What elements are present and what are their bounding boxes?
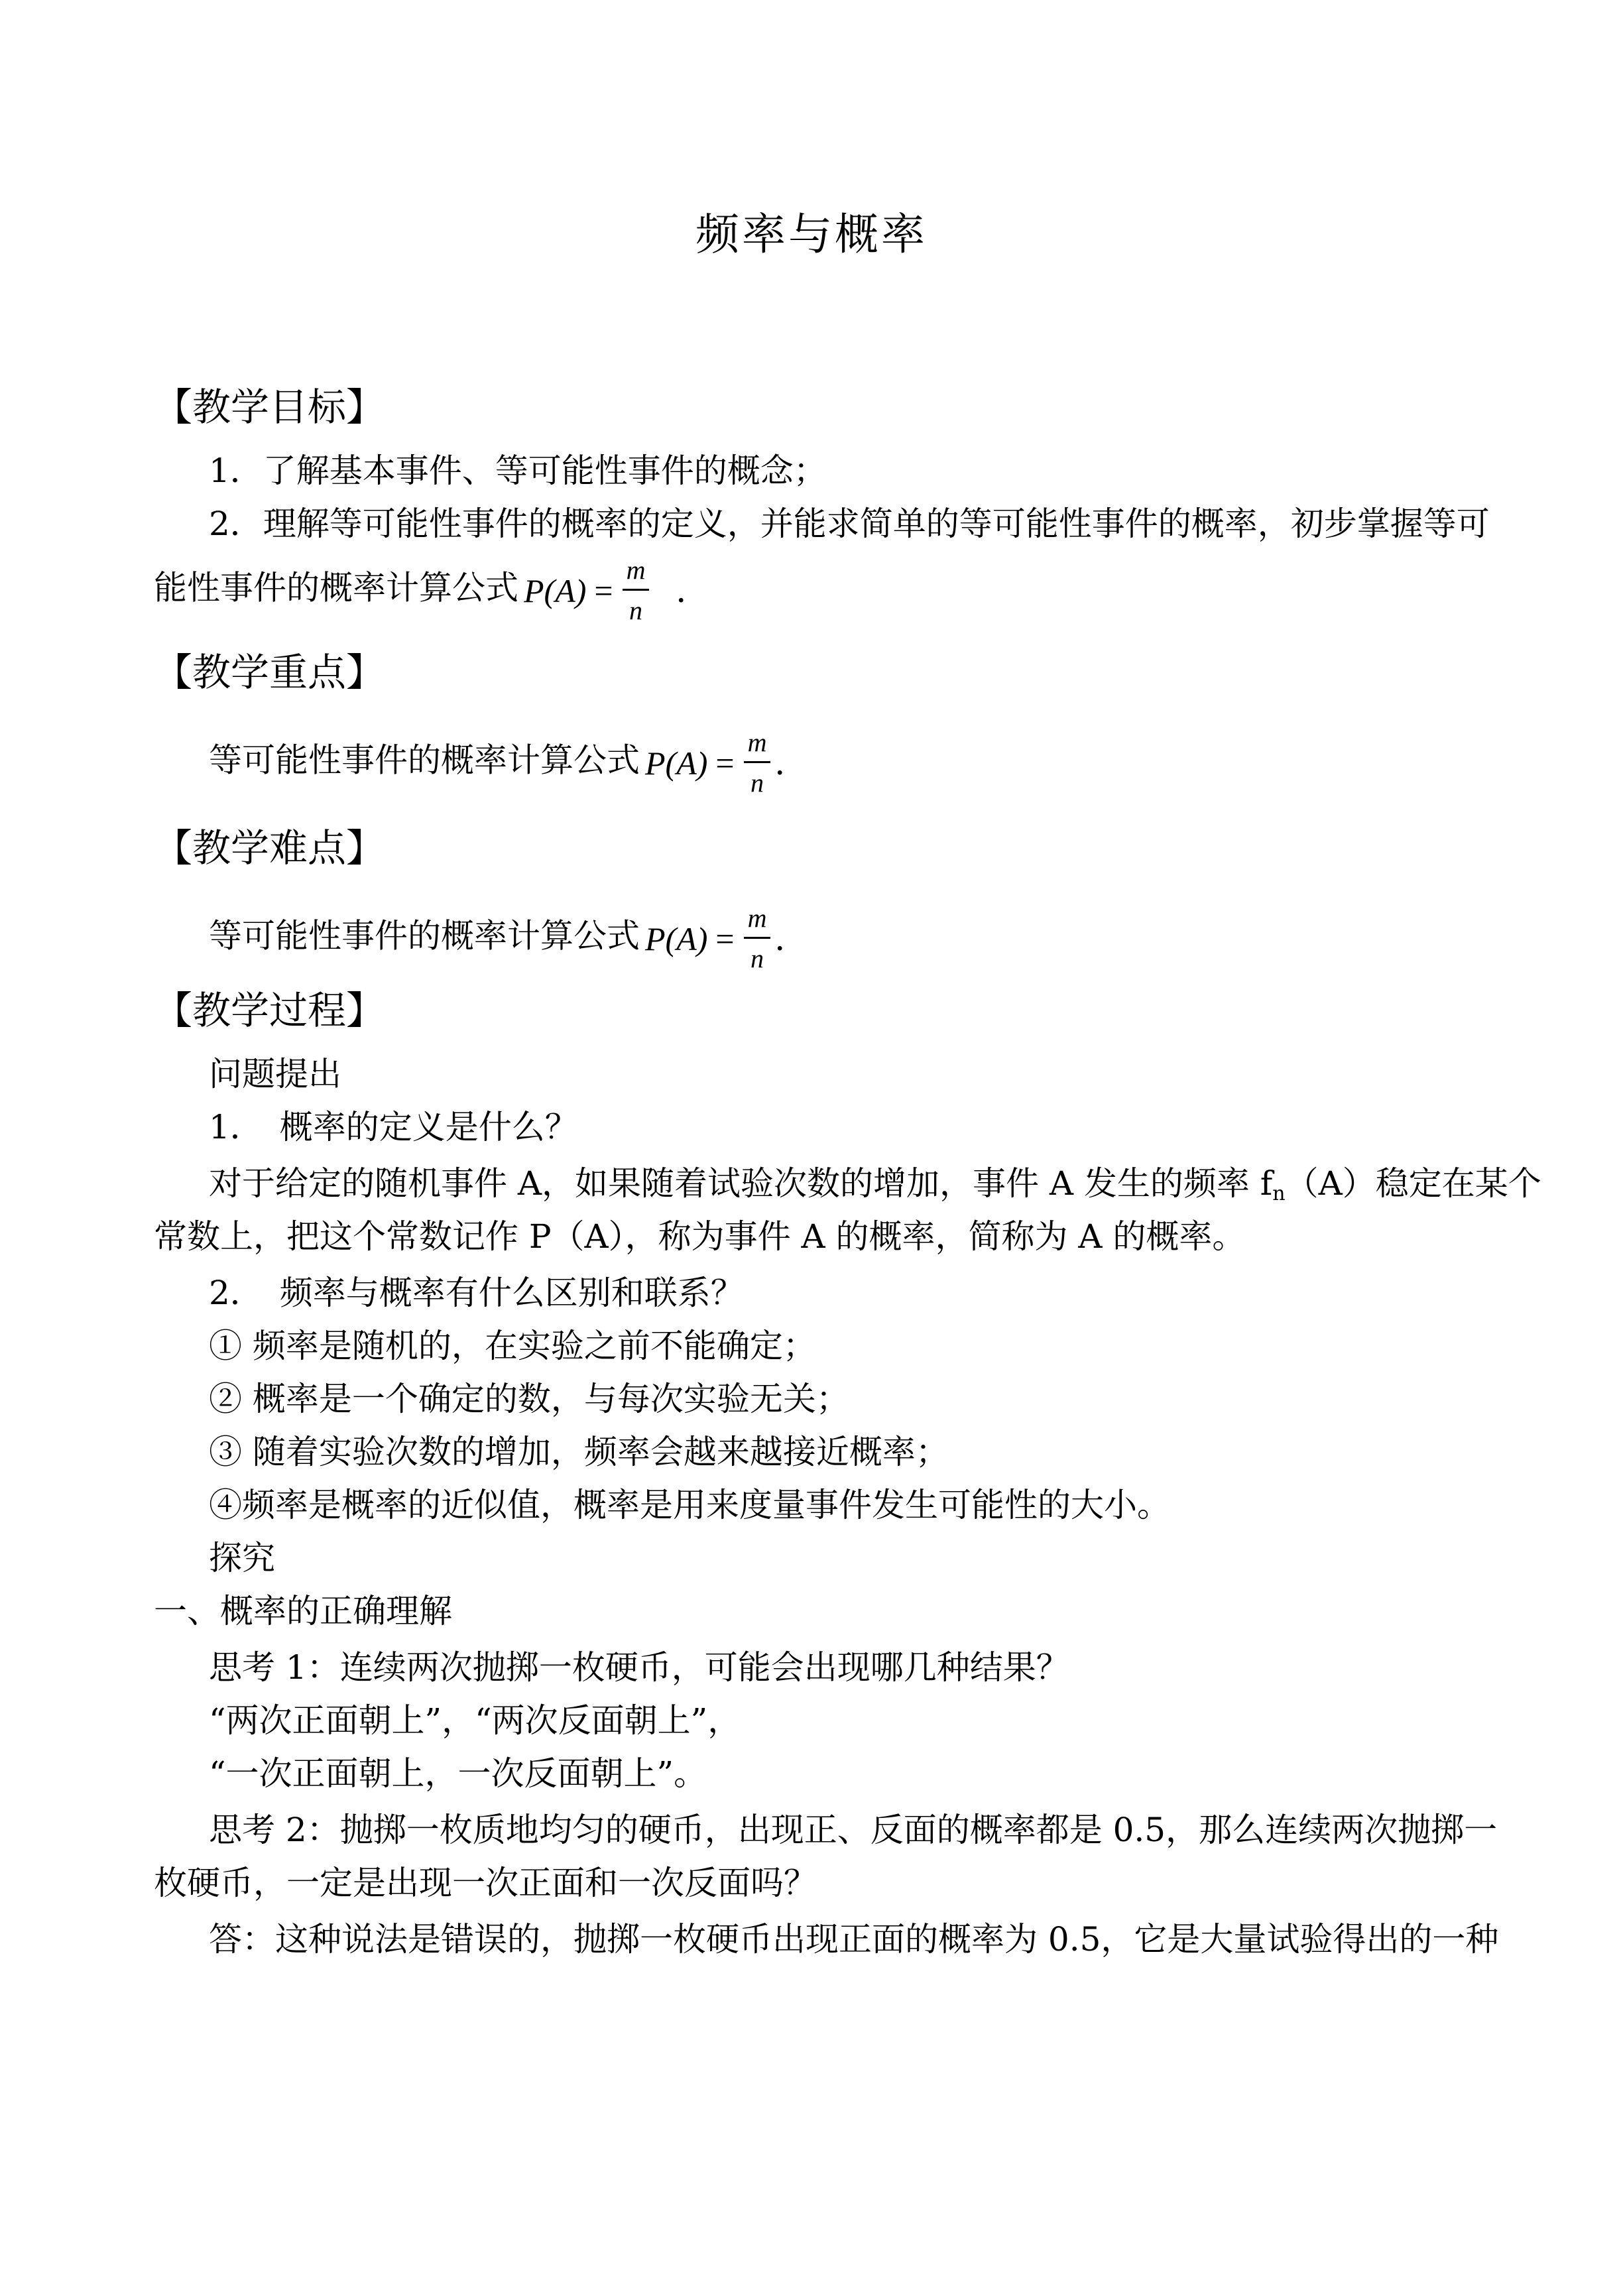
definition-line-2: 常数上，把这个常数记作 P（A），称为事件 A 的概率，简称为 A 的概率。 xyxy=(154,1217,1246,1256)
difficulties-text: 等可能性事件的概率计算公式 xyxy=(209,916,640,955)
question-1: 1． 概率的定义是什么？ xyxy=(209,1108,578,1146)
explore-label: 探究 xyxy=(209,1539,275,1577)
part-1-heading: 一、概率的正确理解 xyxy=(154,1592,452,1630)
difference-point-1: ① 频率是随机的，在实验之前不能确定； xyxy=(209,1327,816,1365)
definition-line-1 xyxy=(209,1164,1541,1206)
formula-lhs: P(A) xyxy=(645,744,708,782)
formula-lhs: P(A) xyxy=(645,920,708,957)
formula-fraction xyxy=(623,557,650,624)
probability-formula xyxy=(645,729,808,796)
think-1: 思考 1：连续两次抛掷一枚硬币，可能会出现哪几种结果？ xyxy=(209,1648,1069,1687)
objective-item-2-line-2 xyxy=(154,557,709,624)
page-title: 频率与概率 xyxy=(695,209,928,260)
formula-numerator: m xyxy=(744,729,771,763)
formula-fraction xyxy=(744,729,771,796)
difficulties-line xyxy=(209,905,808,972)
formula-fraction xyxy=(744,905,771,972)
answer-1-line-1: “两次正面朝上”，“两次反面朝上”， xyxy=(209,1701,741,1740)
section-heading-key-points: 【教学重点】 xyxy=(154,650,385,695)
probability-formula xyxy=(524,557,709,624)
answer-2-line-1: 答：这种说法是错误的，抛掷一枚硬币出现正面的概率为 0.5，它是大量试验得出的一种 xyxy=(209,1920,1499,1959)
formula-equals: = xyxy=(715,744,735,782)
formula-equals: = xyxy=(715,920,735,957)
answer-1-line-2: “一次正面朝上，一次反面朝上”。 xyxy=(209,1754,707,1793)
formula-period: ． xyxy=(774,744,808,782)
probability-formula xyxy=(645,905,808,972)
formula-denominator: n xyxy=(751,943,764,973)
formula-period: ． xyxy=(676,572,709,609)
definition-line-1-start: 对于给定的随机事件 A，如果随着试验次数的增加，事件 A 发生的频率 f xyxy=(209,1164,1273,1203)
objective-item-1: 1．了解基本事件、等可能性事件的概念； xyxy=(209,452,827,490)
objective-item-2-line-1: 2．理解等可能性事件的概率的定义，并能求简单的等可能性事件的概率，初步掌握等可 xyxy=(209,505,1490,543)
frequency-subscript: n xyxy=(1272,1182,1286,1205)
formula-lhs: P(A) xyxy=(524,572,587,609)
difference-point-4: ④频率是概率的近似值，概率是用来度量事件发生可能性的大小。 xyxy=(209,1486,1170,1524)
formula-equals: = xyxy=(594,572,613,609)
formula-denominator: n xyxy=(629,595,643,625)
think-2-line-1: 思考 2：抛掷一枚质地均匀的硬币，出现正、反面的概率都是 0.5，那么连续两次抛掷一 xyxy=(209,1811,1498,1849)
formula-denominator: n xyxy=(751,768,764,798)
think-2-line-2: 枚硬币，一定是出现一次正面和一次反面吗？ xyxy=(154,1864,817,1902)
question-intro: 问题提出 xyxy=(209,1055,341,1093)
formula-period: ． xyxy=(774,920,808,957)
difference-point-3: ③ 随着实验次数的增加，频率会越来越接近概率； xyxy=(209,1433,949,1471)
key-points-text: 等可能性事件的概率计算公式 xyxy=(209,741,640,780)
formula-numerator: m xyxy=(623,557,650,591)
definition-line-1-end: （A）稳定在某个 xyxy=(1285,1164,1541,1203)
section-heading-difficulties: 【教学难点】 xyxy=(154,825,385,871)
question-2: 2． 频率与概率有什么区别和联系？ xyxy=(209,1274,744,1312)
key-points-line xyxy=(209,729,808,796)
objective-item-2-text: 能性事件的概率计算公式 xyxy=(154,568,518,607)
section-heading-process: 【教学过程】 xyxy=(154,988,385,1033)
formula-numerator: m xyxy=(744,905,771,939)
difference-point-2: ② 概率是一个确定的数，与每次实验无关； xyxy=(209,1380,849,1418)
section-heading-objectives: 【教学目标】 xyxy=(154,385,385,430)
